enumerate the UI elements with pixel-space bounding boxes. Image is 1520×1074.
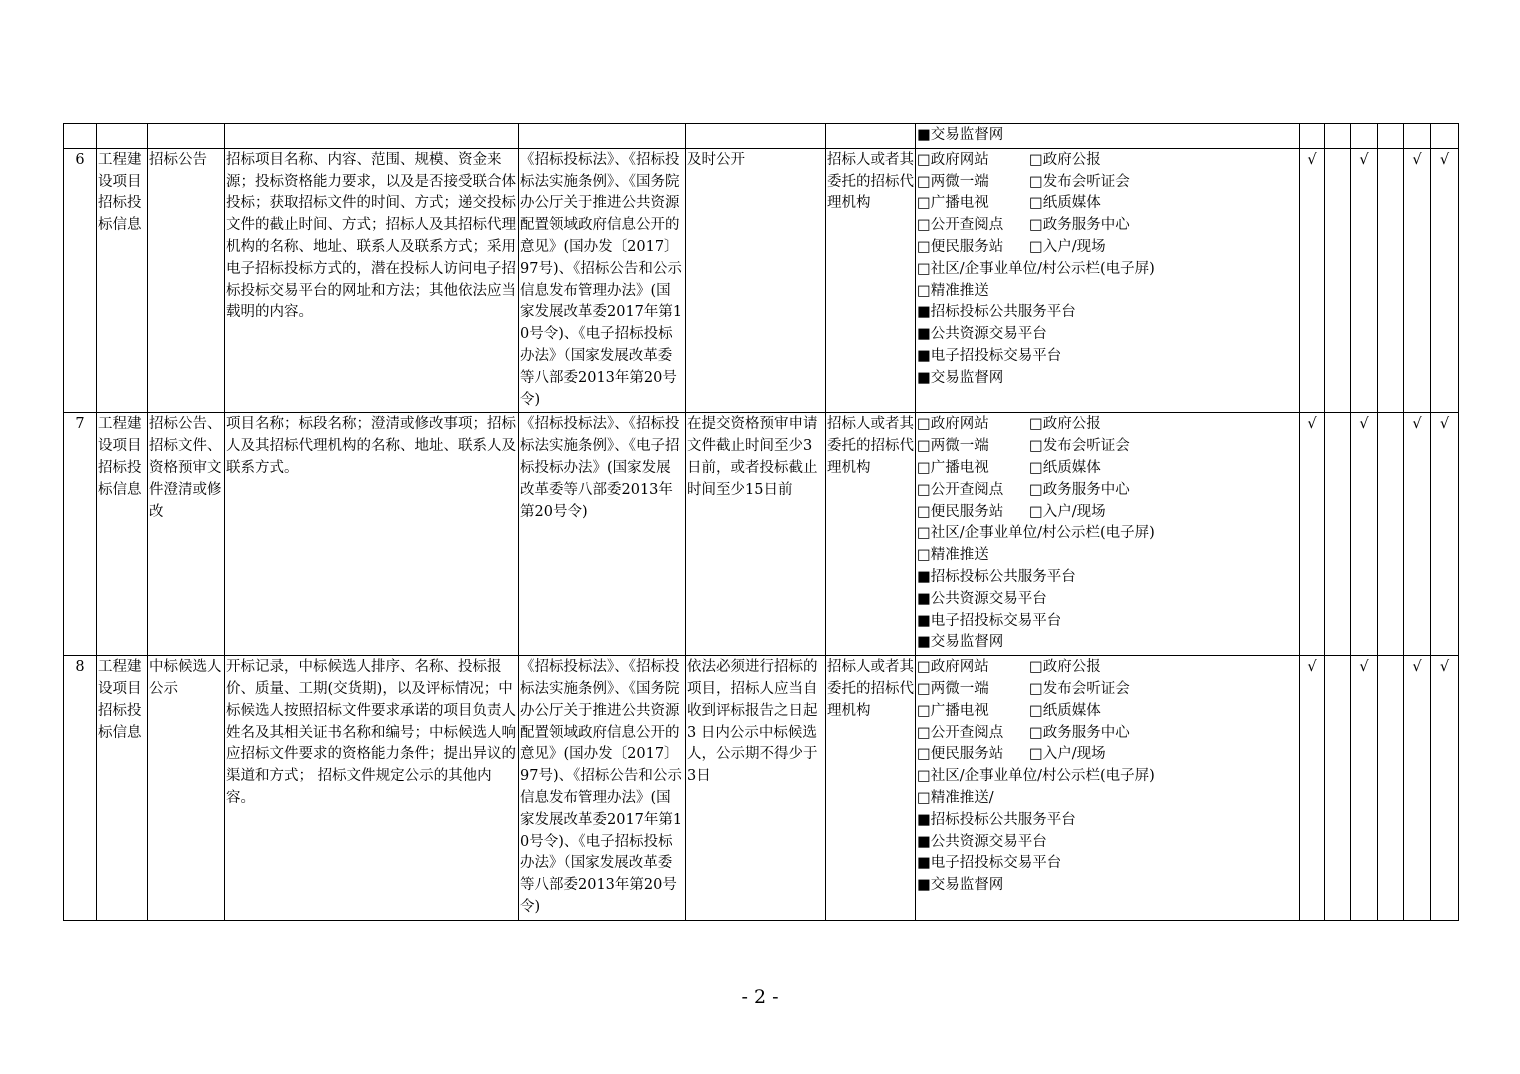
check-cell: √ xyxy=(1351,413,1378,656)
channel-line xyxy=(917,193,1298,215)
subject-cell: 招标人或者其委托的招标代理机构 xyxy=(826,413,916,656)
channel-option: ■公共资源交易平台 xyxy=(917,326,1047,343)
check-cell xyxy=(1351,124,1378,149)
continuation-row xyxy=(64,124,1459,149)
channel-option: □纸质媒体 xyxy=(1029,195,1101,212)
channel-cell xyxy=(916,124,1300,149)
channel-option: □入户/现场 xyxy=(1029,238,1106,255)
timing-cell: 在提交资格预审申请文件截止时间至少3日前，或者投标截止时间至少15日前 xyxy=(686,413,826,656)
channel-option: □便民服务站 xyxy=(917,746,1004,763)
item-cell: 招标公告、招标文件、资格预审文件澄清或修改 xyxy=(148,413,225,656)
check-cell: √ xyxy=(1404,413,1431,656)
channel-option: □发布会听证会 xyxy=(1029,438,1130,455)
channel-option: □精准推送 xyxy=(917,282,989,299)
check-cell: √ xyxy=(1300,148,1325,413)
check-cell: √ xyxy=(1351,148,1378,413)
channel-option: □社区/企事业单位/村公示栏(电子屏) xyxy=(917,525,1155,542)
category-cell: 工程建设项目招标投标信息 xyxy=(97,656,148,921)
channel-line xyxy=(917,701,1298,723)
check-cell xyxy=(1325,413,1351,656)
basis-cell: 《招标投标法》、《招标投标法实施条例》、《国务院办公厅关于推进公共资源配置领域政府信息公开的意见》(国办发〔2017〕97号)、《招标公告和公示信息发布管理办法》(国家发展改革委2017年第10号令)、《电子招标投标办法》（国家发展改革委等八部委2013年第20号令) xyxy=(519,656,686,921)
check-cell xyxy=(1378,148,1404,413)
channel-option: □政务服务中心 xyxy=(1029,217,1130,234)
subject-cell: 招标人或者其委托的招标代理机构 xyxy=(826,656,916,921)
channel-option: □社区/企事业单位/村公示栏(电子屏) xyxy=(917,768,1155,785)
category-cell: 工程建设项目招标投标信息 xyxy=(97,148,148,413)
subject-cell: 招标人或者其委托的招标代理机构 xyxy=(826,148,916,413)
channel-option: □入户/现场 xyxy=(1029,746,1106,763)
channel-option: □政府公报 xyxy=(1029,151,1101,168)
channel-option: □便民服务站 xyxy=(917,238,1004,255)
channel-option: □发布会听证会 xyxy=(1029,173,1130,190)
no-cell xyxy=(64,124,97,149)
check-cell xyxy=(1378,656,1404,921)
channel-cell xyxy=(916,656,1300,921)
channel-option: ■电子招投标交易平台 xyxy=(917,855,1062,872)
channel-line xyxy=(917,458,1298,480)
channel-option: □政务服务中心 xyxy=(1029,481,1130,498)
channel-option: □广播电视 xyxy=(917,459,989,476)
channel-option: ■电子招投标交易平台 xyxy=(917,347,1062,364)
no-cell: 6 xyxy=(64,148,97,413)
channel-option: □广播电视 xyxy=(917,702,989,719)
channel-option: □公开查阅点 xyxy=(917,217,1004,234)
channel-option: □政府网站 xyxy=(917,659,989,676)
channel-line xyxy=(917,436,1298,458)
disclosure-table xyxy=(63,123,1459,921)
check-cell: √ xyxy=(1404,148,1431,413)
channel-line xyxy=(917,744,1298,766)
no-cell: 7 xyxy=(64,413,97,656)
basis-cell: 《招标投标法》、《招标投标法实施条例》、《国务院办公厅关于推进公共资源配置领域政府信息公开的意见》(国办发〔2017〕97号)、《招标公告和公示信息发布管理办法》(国家发展改革委2017年第10号令)、《电子招标投标办法》（国家发展改革委等八部委2013年第20号令) xyxy=(519,148,686,413)
channel-option: □纸质媒体 xyxy=(1029,459,1101,476)
table-row xyxy=(64,413,1459,656)
channel-option: □纸质媒体 xyxy=(1029,702,1101,719)
check-cell: √ xyxy=(1431,413,1459,656)
channel-cell xyxy=(916,148,1300,413)
check-cell xyxy=(1325,656,1351,921)
timing-cell: 及时公开 xyxy=(686,148,826,413)
channel-option: □精准推送/ xyxy=(917,789,994,806)
timing-cell: 依法必须进行招标的项目，招标人应当自收到评标报告之日起3 日内公示中标候选人，公示期不得少于3日 xyxy=(686,656,826,921)
table-row xyxy=(64,656,1459,921)
channel-option: ■公共资源交易平台 xyxy=(917,833,1047,850)
channel-option: □入户/现场 xyxy=(1029,503,1106,520)
channel-option: □政府公报 xyxy=(1029,659,1101,676)
channel-option: ■电子招投标交易平台 xyxy=(917,612,1062,629)
channel-line xyxy=(917,502,1298,524)
check-cell xyxy=(1378,413,1404,656)
channel-option: ■交易监督网 xyxy=(917,369,1004,386)
page-number: - 2 - xyxy=(741,986,779,1008)
channel-line xyxy=(917,414,1298,436)
check-cell xyxy=(1431,124,1459,149)
channel-option: □两微一端 xyxy=(917,680,989,697)
check-cell xyxy=(1300,124,1325,149)
channel-option: ■交易监督网 xyxy=(917,877,1004,894)
channel-option: □公开查阅点 xyxy=(917,481,1004,498)
channel-line xyxy=(917,480,1298,502)
channel-option: ■招标投标公共服务平台 xyxy=(917,811,1076,828)
check-cell xyxy=(1378,124,1404,149)
category-cell: 工程建设项目招标投标信息 xyxy=(97,413,148,656)
channel-option: □两微一端 xyxy=(917,438,989,455)
channel-option: □政府网站 xyxy=(917,416,989,433)
table-row xyxy=(64,148,1459,413)
check-cell: √ xyxy=(1431,656,1459,921)
channel-option: □两微一端 xyxy=(917,173,989,190)
content-cell xyxy=(225,124,519,149)
channel-option: □公开查阅点 xyxy=(917,724,1004,741)
check-cell xyxy=(1325,148,1351,413)
basis-cell xyxy=(519,124,686,149)
check-cell: √ xyxy=(1431,148,1459,413)
channel-option: □便民服务站 xyxy=(917,503,1004,520)
channel-option: ■公共资源交易平台 xyxy=(917,590,1047,607)
no-cell: 8 xyxy=(64,656,97,921)
check-cell: √ xyxy=(1300,413,1325,656)
check-cell: √ xyxy=(1404,656,1431,921)
check-cell xyxy=(1404,124,1431,149)
channel-option: □广播电视 xyxy=(917,195,989,212)
channel-line xyxy=(917,172,1298,194)
content-cell: 开标记录，中标候选人排序、名称、投标报价、质量、工期(交货期)，以及评标情况；中标候选人按照招标文件要求承诺的项目负责人姓名及其相关证书名称和编号；中标候选人响应招标文件要求的资格能力条件；提出异议的渠道和方式； 招标文件规定公示的其他内容。 xyxy=(225,656,519,921)
channel-option: ■招标投标公共服务平台 xyxy=(917,304,1076,321)
channel-option: □发布会听证会 xyxy=(1029,680,1130,697)
channel-cell xyxy=(916,413,1300,656)
channel-line xyxy=(917,150,1298,172)
content-cell: 项目名称；标段名称；澄清或修改事项；招标人及其招标代理机构的名称、地址、联系人及联系方式。 xyxy=(225,413,519,656)
channel-line xyxy=(917,657,1298,679)
channel-option: □政务服务中心 xyxy=(1029,724,1130,741)
channel-option: □精准推送 xyxy=(917,547,989,564)
channel-line xyxy=(917,237,1298,259)
basis-cell: 《招标投标法》、《招标投标法实施条例》、《电子招标投标办法》(国家发展改革委等八部委2013年第20号令) xyxy=(519,413,686,656)
channel-line xyxy=(917,723,1298,745)
subject-cell xyxy=(826,124,916,149)
check-cell: √ xyxy=(1351,656,1378,921)
item-cell xyxy=(148,124,225,149)
content-cell: 招标项目名称、内容、范围、规模、资金来源；投标资格能力要求，以及是否接受联合体投标；获取招标文件的时间、方式；递交投标文件的截止时间、方式；招标人及其招标代理机构的名称、地址、联系人及联系方式；采用电子招标投标方式的，潜在投标人访问电子招标投标交易平台的网址和方法；其他依法应当载明的内容。 xyxy=(225,148,519,413)
timing-cell xyxy=(686,124,826,149)
channel-option: □政府公报 xyxy=(1029,416,1101,433)
channel-option: □政府网站 xyxy=(917,151,989,168)
channel-option: ■交易监督网 xyxy=(917,127,1004,143)
channel-line xyxy=(917,679,1298,701)
item-cell: 招标公告 xyxy=(148,148,225,413)
channel-option: ■招标投标公共服务平台 xyxy=(917,568,1076,585)
check-cell xyxy=(1325,124,1351,149)
channel-option: □社区/企事业单位/村公示栏(电子屏) xyxy=(917,260,1155,277)
category-cell xyxy=(97,124,148,149)
check-cell: √ xyxy=(1300,656,1325,921)
channel-line xyxy=(917,215,1298,237)
channel-option: ■交易监督网 xyxy=(917,634,1004,651)
item-cell: 中标候选人公示 xyxy=(148,656,225,921)
